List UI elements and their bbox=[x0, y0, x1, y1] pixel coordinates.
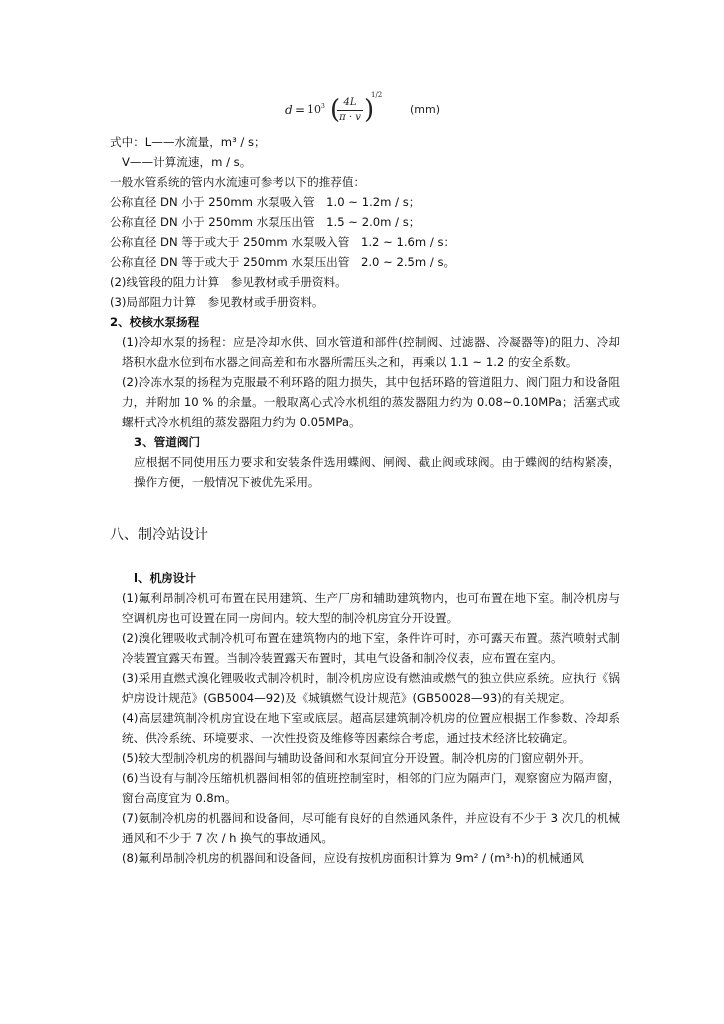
paragraph-chilled-pump: (2)冷冻水泵的扬程为克服最不利环路的阻力损失，其中包括环路的管道阻力、阀门阻力和设备阻力，并附加 10 % 的余量。一般取离心式冷水机组的蒸发器阻力约为 0.08~0.10MPa；活塞式或螺杆式冷水机组的蒸发器阻力约为 0.05MPa。 bbox=[122, 375, 620, 429]
paragraph-room-1: (1)氟利昂制冷机可布置在民用建筑、生产厂房和辅助建筑物内，也可布置在地下室。制冷机房与空调机房也可设置在同一房间内。较大型的制冷机房宜分开设置。 bbox=[122, 591, 620, 625]
formula-numerator: 4L bbox=[343, 97, 357, 108]
paragraph-velocity-note: V——计算流速，m / s。 bbox=[122, 155, 252, 169]
left-paren: ( bbox=[330, 95, 341, 125]
paragraph-velocity-4: 公称直径 DN 等于或大于 250mm 水泵压出管 2.0 ~ 2.5m / s。 bbox=[110, 255, 456, 269]
paragraph-room-7: (7)氨制冷机房的机器间和设备间，尽可能有良好的自然通风条件，并应设有不少于 3 次几的机械通风和不少于 7 次 / h 换气的事故通风。 bbox=[122, 811, 620, 845]
section-title: 八、制冷站设计 bbox=[110, 527, 208, 543]
formula-denominator: π · v bbox=[339, 112, 361, 123]
heading-machine-room: l、机房设计 bbox=[134, 571, 196, 585]
paragraph-valves: 应根据不同使用压力要求和安装条件选用蝶阀、闸阀、截止阀或球阀。由于蝶阀的结构紧凑，操作方便，一般情况下被优先采用。 bbox=[134, 455, 620, 489]
paragraph-cooling-pump: (1)冷却水泵的扬程：应是冷却水供、回水管道和部件(控制阀、过滤器、冷凝器等)的阻力、冷却塔积水盘水位到布水器之间高差和布水器所需压头之和，再乘以 1.1 ~ 1.2 的安全系数。 bbox=[122, 335, 620, 369]
paragraph-velocity-intro: 一般水管系统的管内水流速可参考以下的推荐值： bbox=[110, 175, 366, 189]
paragraph-velocity-3: 公称直径 DN 等于或大于 250mm 水泵吸入管 1.2 ~ 1.6m / s： bbox=[110, 235, 456, 249]
paragraph-room-8: (8)氟利昂制冷机房的机器间和设备间，应设有按机房面积计算为 9m² / (m³·h)的机械通风 bbox=[122, 851, 584, 865]
pipe-diameter-formula bbox=[285, 91, 445, 127]
paragraph-formula-note: 式中：L——水流量，m³ / s； bbox=[110, 135, 266, 149]
formula-base-exponent: 3 bbox=[321, 103, 325, 110]
text-block-2 bbox=[110, 568, 620, 868]
formula-variable: d bbox=[285, 103, 293, 117]
formula-equals: = bbox=[295, 103, 306, 117]
paragraph-room-2: (2)溴化锂吸收式制冷机可布置在建筑物内的地下室，条件许可时，亦可露天布置。蒸汽喷射式制冷装置宜露天布置。当制冷装置露天布置时，其电气设备和制冷仪表，应布置在室内。 bbox=[122, 631, 620, 665]
right-paren: ) bbox=[364, 95, 375, 125]
text-block-1 bbox=[110, 132, 620, 492]
fraction-bar bbox=[337, 110, 363, 111]
paragraph-velocity-2: 公称直径 DN 小于 250mm 水泵压出管 1.5 ~ 2.0m / s； bbox=[110, 215, 421, 229]
paragraph-local-resistance: (3)局部阻力计算 参见教材或手册资料。 bbox=[110, 295, 324, 309]
formula-fraction bbox=[337, 97, 363, 124]
paragraph-room-4: (4)高层建筑制冷机房宜设在地下室或底层。超高层建筑制冷机房的位置应根据工作参数、冷却系统、供冷系统、环境要求、一次性投资及维修等因素综合考虑，通过技术经济比较确定。 bbox=[122, 711, 620, 745]
formula-exponent: 1/2 bbox=[371, 91, 383, 99]
paragraph-line-resistance: (2)线管段的阻力计算 参见教材或手册资料。 bbox=[110, 275, 347, 289]
formula-unit: (mm) bbox=[410, 103, 441, 116]
formula-base: $10^3$ bbox=[307, 103, 325, 116]
paragraph-room-6: (6)当设有与制冷压缩机机器间相邻的值班控制室时，相邻的门应为隔声门，观察窗应为隔声窗，窗台高度宜为 0.8m。 bbox=[122, 771, 620, 805]
heading-valves: 3、管道阀门 bbox=[134, 435, 201, 449]
paragraph-room-5: (5)较大型制冷机房的机器间与辅助设备间和水泵间宜分开设置。制冷机房的门窗应朝外开。 bbox=[122, 751, 591, 765]
heading-pump-head: 2、校核水泵扬程 bbox=[110, 315, 200, 329]
paragraph-room-3: (3)采用直燃式溴化锂吸收式制冷机时，制冷机房应设有燃油或燃气的独立供应系统。应执行《锅炉房设计规范》(GB5004—92)及《城镇燃气设计规范》(GB50028—93)的有关规定。 bbox=[122, 671, 620, 705]
paragraph-velocity-1: 公称直径 DN 小于 250mm 水泵吸入管 1.0 ~ 1.2m / s； bbox=[110, 195, 421, 209]
